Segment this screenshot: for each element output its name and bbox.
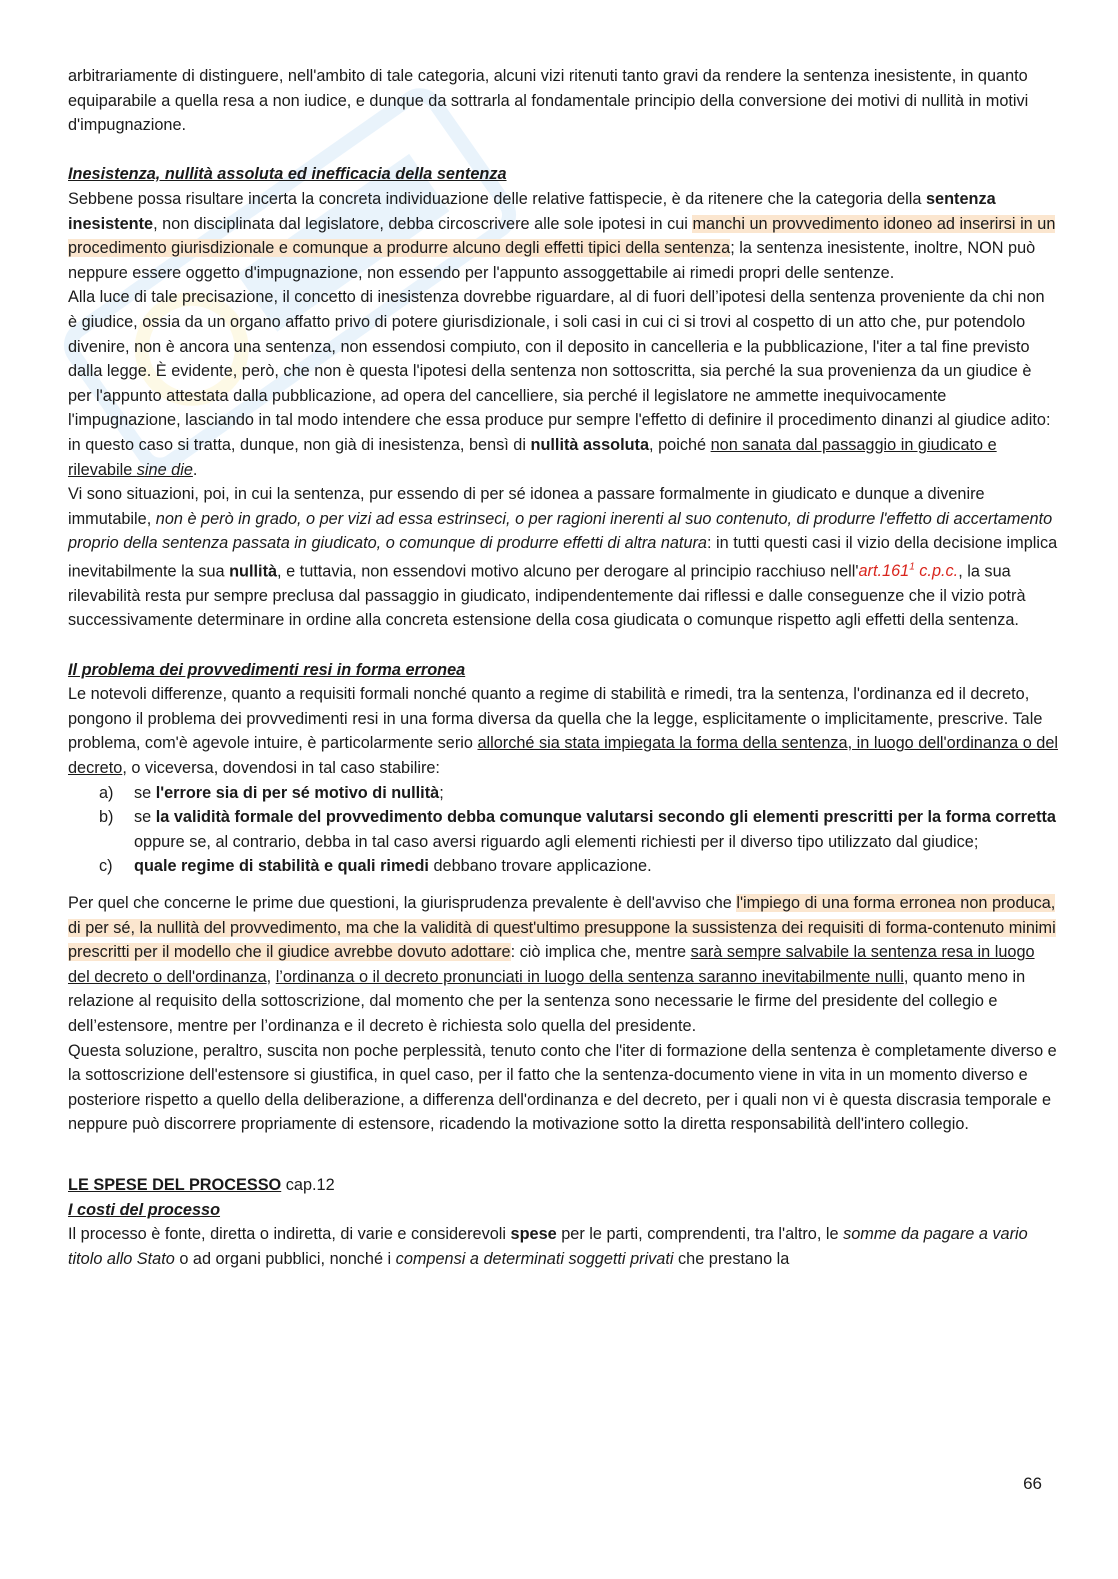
highlight: manchi un provvedimento idoneo ad inserirsi in un procedimento giurisdizionale e comunque a produrre alcuno degli effetti tipici della sentenza bbox=[68, 214, 1056, 258]
page-number: 66 bbox=[1023, 1474, 1042, 1493]
highlight: l'impiego di una forma erronea non produca, di per sé, la nullità del provvedimento, ma che la validità di quest'ultimo presuppone la sussistenza dei requisiti di forma-contenuto minimi prescritti per il modello che il giudice avrebbe dovuto adottare bbox=[68, 894, 1056, 962]
article-link[interactable]: art.161$^1$ c.p.c. bbox=[858, 561, 959, 581]
paragraph-giurisprudenza: Per quel che concerne le prime due questioni, la giurisprudenza prevalente è dell'avviso che l'impiego di una forma erronea non produca, di per sé, la nullità del provvedimento, ma che la validità di quest'ultimo presuppone la sussistenza dei requisiti di forma-contenuto minimi prescritti per il modello che il giudice avrebbe dovuto adottare: ciò implica che, mentre sarà sempre salvabile la sentenza resa in luogo del decreto o dell'ordinanza, l’ordinanza o il decreto pronunciati in luogo della sentenza saranno inevitabilmente nulli, quanto meno in relazione al requisito della sottoscrizione, dal momento che per la sentenza sono necessarie le firme del presidente del collegio e dell’estensore, mentre per l’ordinanza e il decreto è richiesta solo quella del presidente. bbox=[68, 894, 1056, 1035]
paragraph-differenze: Le notevoli differenze, quanto a requisiti formali nonché quanto a regime di stabilità e rimedi, tra la sentenza, l'ordinanza ed il decreto, pongono il problema dei provvedimenti resi in una forma diversa da quella che la legge, esplicitamente o implicitamente, prescrive. Tale problema, com'è agevole intuire, è particolarmente serio allorché sia stata impiegata la forma della sentenza, in luogo dell'ordinanza o del decreto, o viceversa, dovendosi in tal caso stabilire: bbox=[68, 685, 1058, 778]
paragraph-costi: Il processo è fonte, diretta o indiretta, di varie e considerevoli spese per le parti, comprendenti, tra l'altro, le somme da pagare a vario titolo allo Stato o ad organi pubblici, nonché i compensi a determinati soggetti privati che prestano la bbox=[68, 1225, 1028, 1268]
paragraph-vizi-estrinseci: Vi sono situazioni, poi, in cui la sentenza, pur essendo di per sé idonea a passare formalmente in giudicato e dunque a divenire immutabile, non è però in grado, o per vizi ad essa estrinseci, o per ragioni inerenti al suo contenuto, di produrre l'effetto di accertamento proprio della sentenza passata in giudicato, o comunque di produrre effetti di altra natura: in tutti questi casi il vizio della decisione implica inevitabilmente la sua nullità, e tuttavia, non essendovi motivo alcuno per derogare al principio racchiuso nell'art.161$^1$ c.p.c., la sua rilevabilità resta pur sempre preclusa dal passaggio in giudicato, indipendentemente dai riflessi e dalle conseguenze che il vizio potrà successivamente determinare in ordine alla concreta estensione della cosa giudicata o comunque rispetto agli effetti della sentenza. bbox=[68, 485, 1058, 630]
paragraph-perplessita: Questa soluzione, peraltro, suscita non poche perplessità, tenuto conto che l'iter di formazione della sentenza è completamente diverso e la sottoscrizione dell'estensore si giustifica, in quel caso, per il fatto che la sentenza-documento viene in vita in un momento diverso e posteriore rispetto a quello della deliberazione, a differenza dell'ordinanza e del decreto, per i quali non vi è questa discrasia temporale e neppure può discorrere propriamente di estensore, ricadendo la motivazione sotto la diretta responsabilità dell'intero collegio. bbox=[68, 1041, 1057, 1134]
paragraph-nullita-assoluta: Alla luce di tale precisazione, il concetto di inesistenza dovrebbe riguardare, al di fuori dell’ipotesi della sentenza proveniente da chi non è giudice, ossia da un organo affatto privo di potere giurisdizionale, i soli casi in cui ci si trovi al cospetto di un atto che, pur potendolo divenire, non è ancora una sentenza, non essendosi compiuto, con il deposito in cancelleria e la pubblicazione, l'iter a tal fine previsto dalla legge. È evidente, però, che non è questa l'ipotesi della sentenza non sottoscritta, sia perché la sua provenienza da un giudice è per l'appunto attestata dalla pubblicazione, ad opera del cancelliere, sia perché il legislatore ne ammette inequivocamente l'impugnazione, lasciando in tal modo intendere che essa produce pur sempre l'effetto di definire il procedimento dinanzi al giudice adito: in questo caso si tratta, dunque, non già di inesistenza, bensì di nullità assoluta, poiché non sanata dal passaggio in giudicato e rilevabile sine die. bbox=[68, 288, 1051, 479]
question-list bbox=[68, 781, 1058, 879]
list-item: c) quale regime di stabilità e quali rimedi debbano trovare applicazione. bbox=[99, 857, 652, 876]
list-item: b) se la validità formale del provvedimento debba comunque valutarsi secondo gli elementi prescritti per la forma corretta oppure se, al contrario, debba in tal caso aversi riguardo agli elementi richiesti per il diverso tipo utilizzato dal giudice; bbox=[99, 808, 1056, 851]
list-item: a) se l'errore sia di per sé motivo di nullità; bbox=[99, 783, 444, 802]
chapter-heading: LE SPESE DEL PROCESSO cap.12 bbox=[68, 1175, 335, 1194]
section-heading-inesistenza: Inesistenza, nullità assoluta ed inefficacia della sentenza bbox=[68, 165, 507, 184]
document-page bbox=[68, 64, 1058, 1271]
section-heading-forma-erronea: Il problema dei provvedimenti resi in forma erronea bbox=[68, 660, 466, 679]
intro-paragraph: arbitrariamente di distinguere, nell'ambito di tale categoria, alcuni vizi ritenuti tanto gravi da rendere la sentenza inesistente, in quanto equiparabile a quella resa a non iudice, e dunque da sottrarla al fondamentale principio della conversione dei motivi di nullità in motivi d'impugnazione. bbox=[68, 67, 1029, 135]
paragraph-sentenza-inesistente: Sebbene possa risultare incerta la concreta individuazione delle relative fattispecie, è da ritenere che la categoria della sentenza inesistente, non disciplinata dal legislatore, debba circoscrivere alle sole ipotesi in cui manchi un provvedimento idoneo ad inserirsi in un procedimento giurisdizionale e comunque a produrre alcuno degli effetti tipici della sentenza; la sentenza inesistente, inoltre, NON può neppure essere oggetto d'impugnazione, non essendo per l'appunto assoggettabile ai rimedi propri delle sentenze. bbox=[68, 189, 1056, 282]
section-heading-costi: I costi del processo bbox=[68, 1200, 221, 1219]
